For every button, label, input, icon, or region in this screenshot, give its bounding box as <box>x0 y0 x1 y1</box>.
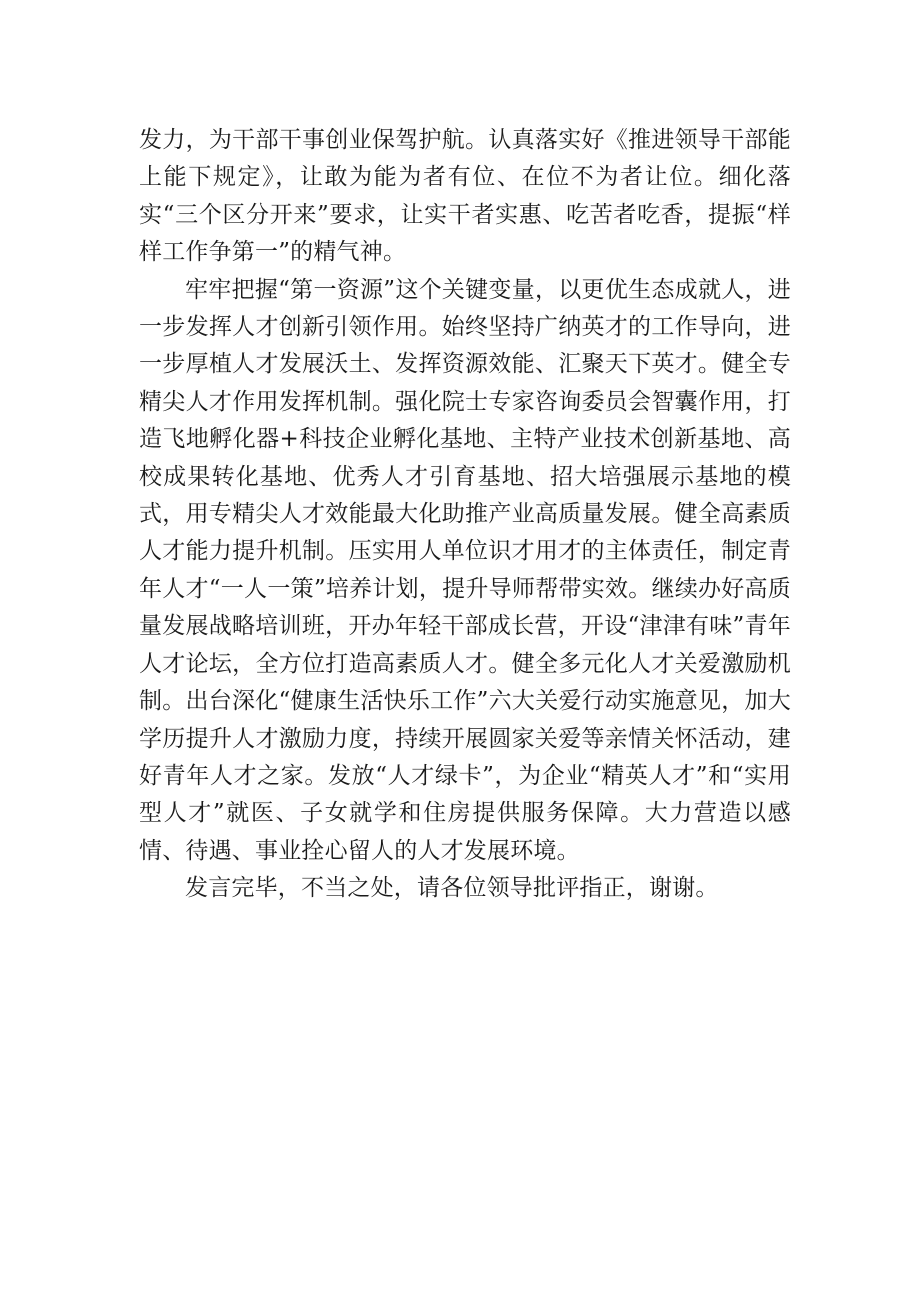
paragraph-closing: 发言完毕，不当之处，请各位领导批评指正，谢谢。 <box>185 875 719 902</box>
paragraph-continued: 发力，为干部干事创业保驾护航。认真落实好《推进领导干部能上能下规定》，让敢为能为者有位、在位不为者让位。细化落实“三个区分开来”要求，让实干者实惠、吃苦者吃香，提振“样样工作争第一”的精气神。 <box>139 127 791 266</box>
paragraph-talent: 牢牢把握“第一资源”这个关键变量，以更优生态成就人，进一步发挥人才创新引领作用。始终坚持广纳英才的工作导向，进一步厚植人才发展沃土、发挥资源效能、汇聚天下英才。健全专精尖人才作用发挥机制。强化院士专家咨询委员会智囊作用，打造飞地孵化器+科技企业孵化基地、主特产业技术创新基地、高校成果转化基地、优秀人才引育基地、招大培强展示基地的模式，用专精尖人才效能最大化助推产业高质量发展。健全高素质人才能力提升机制。压实用人单位识才用才的主体责任，制定青年人才“一人一策”培养计划，提升导师帮带实效。继续办好高质量发展战略培训班，开办年轻干部成长营，开设“津津有味”青年人才论坛，全方位打造高素质人才。健全多元化人才关爱激励机制。出台深化“健康生活快乐工作”六大关爱行动实施意见，加大学历提升人才激励力度，持续开展圆家关爱等亲情关怀活动，建好青年人才之家。发放“人才绿卡”，为企业“精英人才”和“实用型人才”就医、子女就学和住房提供服务保障。大力营造以感情、待遇、事业拴心留人的人才发展环境。 <box>139 276 791 864</box>
document-body <box>139 122 791 908</box>
